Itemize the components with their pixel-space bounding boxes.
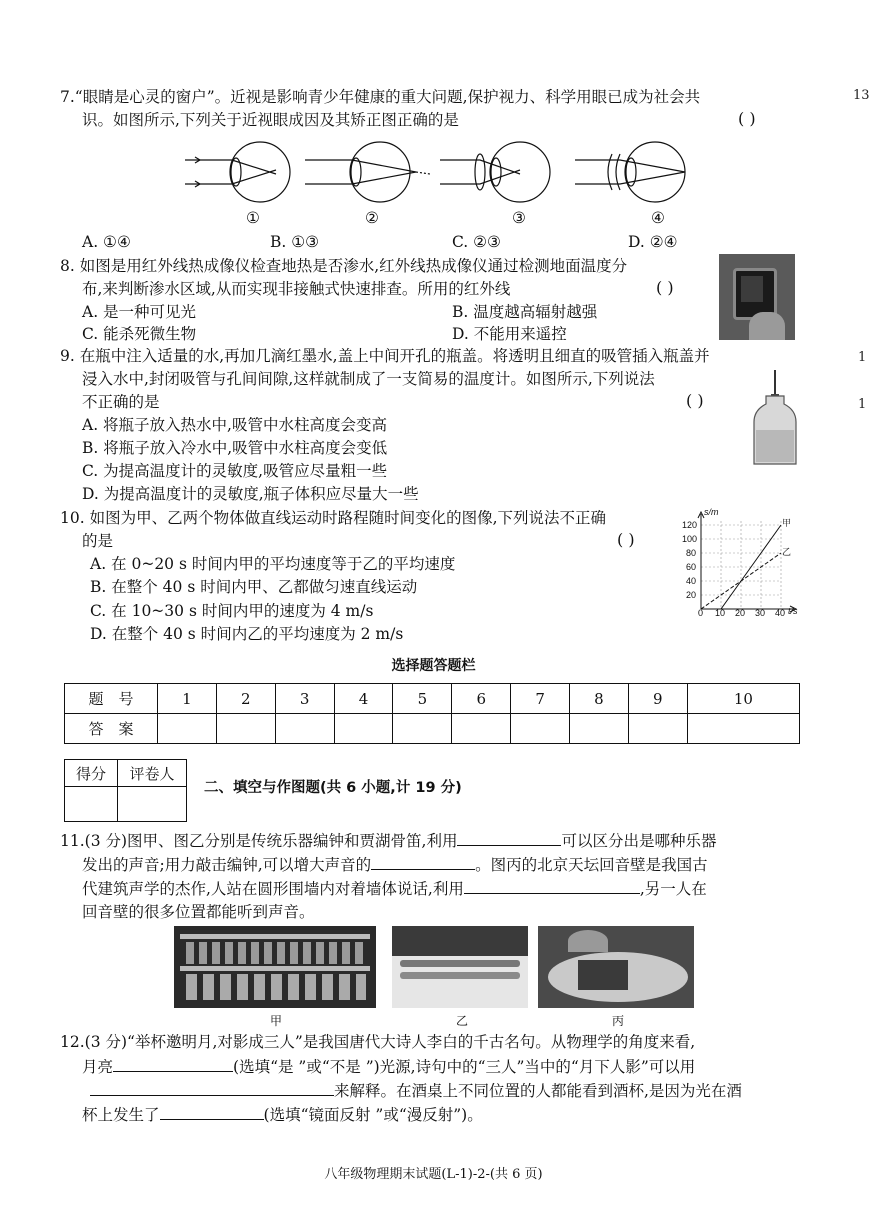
q9-line2: 浸入水中,封闭吸管与孔间间隙,这样就制成了一支简易的温度计。如图所示,下列说法	[82, 370, 655, 388]
q7-eye-diagrams	[180, 132, 710, 212]
q8-option-a: A. 是一种可见光	[82, 303, 197, 321]
q7-option-a: A. ①④	[82, 233, 131, 251]
q8-line1: 8. 如图是用红外线热成像仪检查地热是否渗水,红外线热成像仪通过检测地面温度分	[60, 257, 628, 275]
graph-y-unit: s/m	[704, 507, 719, 517]
q10-option-b: B. 在整个 40 s 时间内甲、乙都做匀速直线运动	[90, 578, 418, 596]
answer-cell[interactable]	[334, 714, 393, 744]
bottle-thermometer-figure	[750, 368, 800, 468]
answer-cell[interactable]	[275, 714, 334, 744]
question-number-cell: 10	[687, 684, 799, 714]
edge-mark: 1	[858, 397, 867, 412]
q8-option-d: D. 不能用来遥控	[452, 325, 567, 343]
score-field[interactable]	[65, 787, 118, 822]
answer-table-row2-label: 答 案	[65, 714, 158, 744]
q12-text: (选填“镜面反射 ”或“漫反射”)。	[263, 1106, 483, 1124]
q11-text: 。图丙的北京天坛回音壁是我国古	[475, 856, 708, 874]
score-label: 得分	[65, 760, 118, 787]
answer-cell[interactable]	[511, 714, 570, 744]
q12-line4	[82, 1103, 483, 1126]
q9-answer-paren: ( )	[686, 391, 704, 410]
q12-text: (选填“是 ”或“不是 ”)光源,诗句中的“三人”当中的“月下人影”可以用	[233, 1058, 696, 1076]
q12-blank-2[interactable]	[90, 1079, 334, 1096]
q11-line2	[82, 853, 708, 876]
q9-option-a: A. 将瓶子放入热水中,吸管中水柱高度会变高	[82, 416, 387, 434]
q8-option-c: C. 能杀死微生物	[82, 325, 197, 343]
eye-diagram-1	[185, 142, 290, 202]
q9-option-c: C. 为提高温度计的灵敏度,吸管应尽量粗一些	[82, 462, 388, 480]
answer-cell[interactable]	[452, 714, 511, 744]
q11-caption-yi: 乙	[456, 1014, 469, 1028]
q10-option-d: D. 在整个 40 s 时间内乙的平均速度为 2 m/s	[90, 625, 404, 643]
q11-text: ,另一人在	[639, 880, 707, 898]
question-number-cell: 1	[158, 684, 217, 714]
q8-option-b: B. 温度越高辐射越强	[452, 303, 598, 321]
answer-cell[interactable]	[158, 714, 217, 744]
question-number-cell: 3	[275, 684, 334, 714]
bianzhong-photo	[174, 926, 376, 1008]
section2-title: 二、填空与作图题(共 6 小题,计 19 分)	[204, 780, 462, 796]
grader-field[interactable]	[118, 787, 187, 822]
answer-cell[interactable]	[570, 714, 629, 744]
q12-blank-3[interactable]	[160, 1103, 264, 1120]
graph-x-tick: 40	[775, 608, 786, 618]
bone-flute-photo	[392, 926, 528, 1008]
graph-y-tick: 100	[682, 534, 698, 544]
q11-blank-3[interactable]	[464, 877, 640, 894]
score-box	[64, 759, 187, 822]
question-number-cell: 7	[511, 684, 570, 714]
q7-fig-label-4: ④	[651, 209, 665, 227]
q7-option-c: C. ②③	[452, 233, 501, 251]
question-number-cell: 6	[452, 684, 511, 714]
q9-line1: 9. 在瓶中注入适量的水,再加几滴红墨水,盖上中间开孔的瓶盖。将透明且细直的吸管插入瓶盖并	[60, 347, 710, 365]
q8-answer-paren: ( )	[656, 278, 674, 297]
q7-fig-label-1: ①	[246, 209, 260, 227]
answer-cell[interactable]	[687, 714, 799, 744]
q12-text: 月亮	[82, 1058, 114, 1076]
edge-mark: 13	[853, 88, 870, 103]
question-number-cell: 5	[393, 684, 452, 714]
q11-blank-2[interactable]	[371, 853, 475, 870]
q11-line3	[82, 877, 707, 900]
answer-cell[interactable]	[628, 714, 687, 744]
graph-y-tick: 40	[686, 576, 697, 586]
graph-y-tick: 80	[686, 548, 697, 558]
q10-option-a: A. 在 0~20 s 时间内甲的平均速度等于乙的平均速度	[90, 555, 456, 573]
q11-text: 代建筑声学的杰作,人站在圆形围墙内对着墙体说话,利用	[82, 880, 464, 898]
grader-label: 评卷人	[118, 760, 187, 787]
q10-option-c: C. 在 10~30 s 时间内甲的速度为 4 m/s	[90, 602, 374, 620]
graph-x-tick: 30	[755, 608, 766, 618]
q7-answer-paren: ( )	[738, 109, 756, 128]
question-number-cell: 8	[570, 684, 629, 714]
q9-line3: 不正确的是	[82, 393, 160, 411]
q12-text: 来解释。在酒桌上不同位置的人都能看到酒杯,是因为光在酒	[334, 1082, 742, 1100]
q11-caption-bing: 丙	[612, 1014, 625, 1028]
q12-blank-1[interactable]	[113, 1055, 233, 1072]
q9-option-d: D. 为提高温度计的灵敏度,瓶子体积应尽量大一些	[82, 485, 419, 503]
q11-text: 可以区分出是哪种乐器	[561, 832, 717, 850]
graph-y-tick: 20	[686, 590, 697, 600]
graph-x-tick: 20	[735, 608, 746, 618]
q11-blank-1[interactable]	[457, 829, 561, 846]
graph-x-tick: 0	[698, 608, 704, 618]
thermal-imager-photo	[719, 254, 795, 340]
q11-line4: 回音壁的很多位置都能听到声音。	[82, 903, 315, 921]
q12-line3	[90, 1079, 742, 1102]
q9-option-b: B. 将瓶子放入冷水中,吸管中水柱高度会变低	[82, 439, 388, 457]
q7-fig-label-2: ②	[365, 209, 379, 227]
graph-label-jia: 甲	[782, 518, 792, 528]
q11-text: 11.(3 分)图甲、图乙分别是传统乐器编钟和贾湖骨笛,利用	[60, 832, 458, 850]
q12-text: 杯上发生了	[82, 1106, 160, 1124]
graph-y-tick: 120	[682, 520, 698, 530]
question-number-cell: 2	[216, 684, 275, 714]
question-number-cell: 9	[628, 684, 687, 714]
graph-x-tick: 10	[715, 608, 726, 618]
eye-diagram-2	[305, 142, 430, 202]
q12-line2	[82, 1055, 695, 1078]
eye-diagram-3	[440, 142, 550, 202]
answer-cell[interactable]	[216, 714, 275, 744]
q11-text: 发出的声音;用力敲击编钟,可以增大声音的	[82, 856, 372, 874]
answer-table-title: 选择题答题栏	[391, 658, 476, 674]
q10-line2: 的是	[82, 532, 114, 550]
page-footer: 八年级物理期末试题(L-1)-2-(共 6 页)	[324, 1167, 543, 1182]
question-number-cell: 4	[334, 684, 393, 714]
q7-line2: 识。如图所示,下列关于近视眼成因及其矫正图正确的是	[82, 111, 459, 129]
q7-line1: 7.“眼睛是心灵的窗户”。近视是影响青少年健康的重大问题,保护视力、科学用眼已成为社会共	[60, 88, 701, 106]
answer-table-row1-label: 题 号	[65, 684, 158, 714]
q11-line1	[60, 829, 716, 852]
echo-wall-photo	[538, 926, 694, 1008]
graph-x-unit: t/s	[788, 606, 798, 616]
q8-line2: 布,来判断渗水区域,从而实现非接触式快速排查。所用的红外线	[82, 280, 511, 298]
edge-mark: 1	[858, 350, 867, 365]
q11-caption-jia: 甲	[270, 1014, 283, 1028]
q10-line1: 10. 如图为甲、乙两个物体做直线运动时路程随时间变化的图像,下列说法不正确	[60, 509, 607, 527]
graph-y-tick: 60	[686, 562, 697, 572]
q10-answer-paren: ( )	[617, 530, 635, 549]
graph-label-yi: 乙	[782, 547, 792, 557]
eye-diagram-4	[575, 142, 685, 202]
answer-table	[64, 683, 800, 744]
q7-option-d: D. ②④	[628, 233, 678, 251]
q10-distance-time-graph	[676, 506, 806, 622]
q7-option-b: B. ①③	[270, 233, 320, 251]
q7-fig-label-3: ③	[512, 209, 526, 227]
answer-cell[interactable]	[393, 714, 452, 744]
q12-line1: 12.(3 分)“举杯邀明月,对影成三人”是我国唐代大诗人李白的千古名句。从物理学的角度来看,	[60, 1033, 696, 1051]
